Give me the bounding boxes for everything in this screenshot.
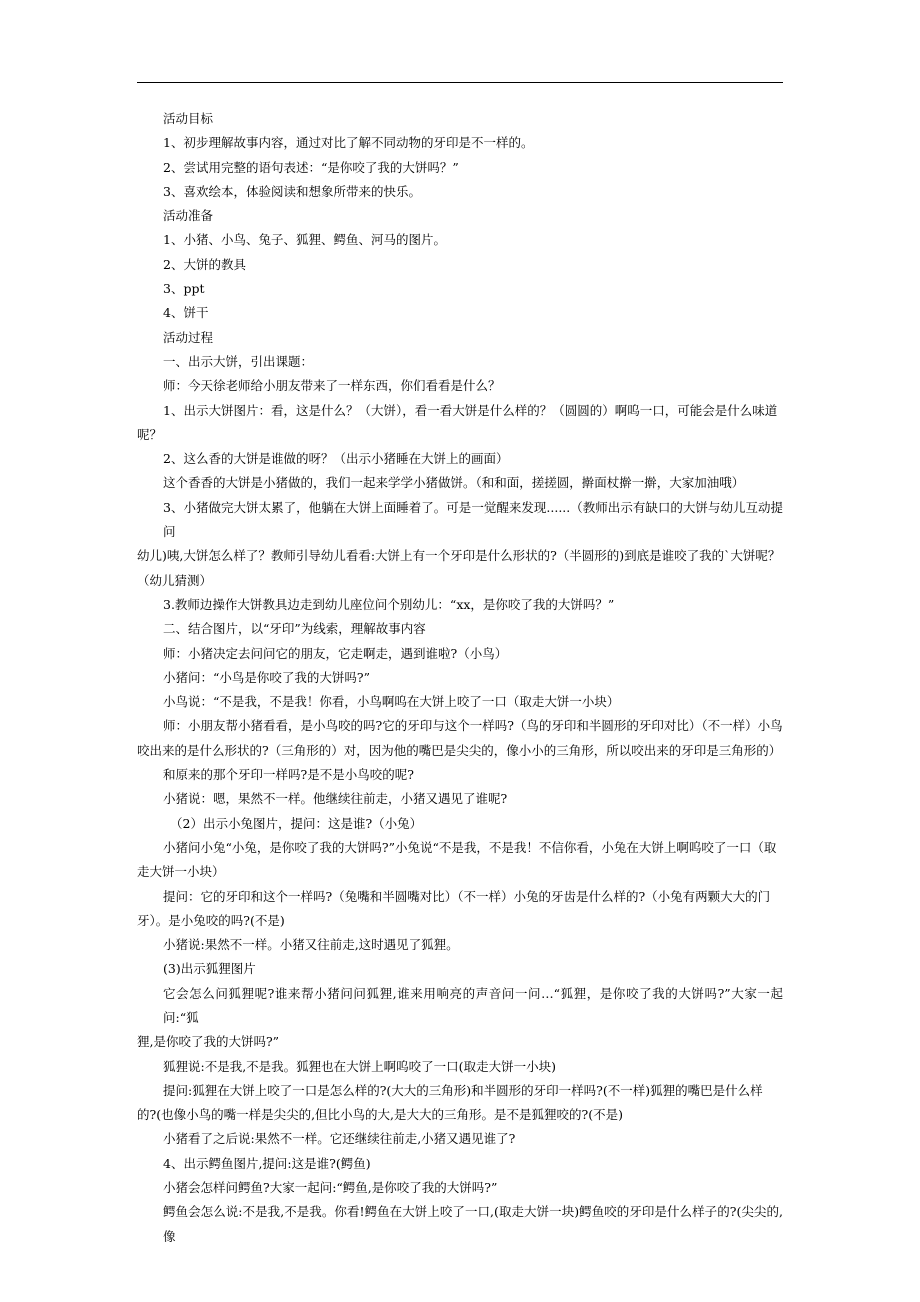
header-rule [137, 82, 783, 83]
text-line: 狸,是你咬了我的大饼吗?” [137, 1034, 280, 1050]
text-line: 二、结合图片，以“牙印”为线索，理解故事内容 [163, 621, 426, 637]
text-line: 师：今天徐老师给小朋友带来了一样东西，你们看看是什么？ [163, 378, 501, 394]
text-line: 活动准备 [163, 208, 214, 224]
text-line: 3、ppt [163, 281, 205, 297]
text-line: 小猪会怎样问鳄鱼?大家一起问:“鳄鱼,是你咬了我的大饼吗?” [163, 1180, 498, 1196]
text-line: 提问：它的牙印和这个一样吗?（兔嘴和半圆嘴对比）（不一样）小兔的牙齿是什么样的?（小兔有两颗大大的门 [163, 888, 771, 904]
text-line: 活动过程 [163, 329, 214, 345]
text-line: 小猪问小兔“小兔，是你咬了我的大饼吗?”小兔说“不是我，不是我！不信你看，小兔在大饼上啊呜咬了一口（取 [163, 839, 777, 855]
text-line: 小鸟说：“不是我，不是我！你看，小鸟啊呜在大饼上咬了一口（取走大饼一小块） [163, 694, 620, 710]
text-line: 牙）。是小兔咬的吗?(不是) [137, 912, 285, 928]
text-line: 幼儿)咦,大饼怎么样了？教师引导幼儿看看:大饼上有一个牙印是什么形状的?（半圆形的)到底是谁咬了我的`大饼呢？ [137, 548, 781, 564]
text-line: 师：小猪决定去问问它的朋友，它走啊走，遇到谁啦?（小鸟） [163, 645, 508, 661]
text-line: 走大饼一小块） [137, 864, 225, 880]
text-line: 师：小朋友帮小猪看看，是小鸟咬的吗?它的牙印与这个一样吗?（鸟的牙印和半圆形的牙印对比）（不一样）小鸟 [163, 718, 783, 734]
text-line: （2）出示小兔图片，提问：这是谁?（小兔） [170, 815, 423, 831]
text-line: 2、尝试用完整的语句表述：“是你咬了我的大饼吗？” [163, 159, 459, 175]
text-line: 小猪问：“小鸟是你咬了我的大饼吗?” [163, 669, 370, 685]
text-line: 2、大饼的教具 [163, 256, 246, 272]
text-line: 这个香香的大饼是小猪做的，我们一起来学学小猪做饼。（和和面，搓搓圆，擀面杖擀一擀，大家加油哦） [163, 475, 745, 491]
text-line: 活动目标 [163, 111, 214, 126]
text-line: 咬出来的是什么形状的?（三角形的）对，因为他的嘴巴是尖尖的，像小小的三角形，所以咬出来的牙印是三角形的） [137, 742, 782, 758]
text-line: 2、这么香的大饼是谁做的呀？（出示小猪睡在大饼上的画面） [163, 451, 509, 467]
text-line: 1、出示大饼图片：看，这是什么？（大饼），看一看大饼是什么样的？（圆圆的）啊呜一口，可能会是什么味道 [163, 402, 778, 418]
text-line: 它会怎么问狐狸呢?谁来帮小猪问问狐狸,谁来用响亮的声音问一问…“狐狸，是你咬了我的大饼吗?”大家一起问:“狐 [163, 985, 783, 1025]
text-line: 一、出示大饼，引出课题： [163, 353, 314, 369]
text-line: 4、出示鳄鱼图片,提问:这是谁?(鳄鱼) [163, 1155, 371, 1171]
text-line: 呢？ [137, 426, 163, 442]
text-line: 1、初步理解故事内容，通过对比了解不同动物的牙印是不一样的。 [163, 135, 534, 151]
text-line: 提问:狐狸在大饼上咬了一口是怎么样的?(大大的三角形)和半圆形的牙印一样吗?(不一样)狐狸的嘴巴是什么样 [163, 1082, 763, 1098]
text-line: 狐狸说:不是我,不是我。狐狸也在大饼上啊呜咬了一口(取走大饼一小块) [163, 1058, 556, 1074]
text-line: 3.教师边操作大饼教具边走到幼儿座位问个别幼儿：“xx，是你咬了我的大饼吗？” [163, 596, 615, 612]
text-line: 小猪看了之后说:果然不一样。它还继续往前走,小猪又遇见谁了? [163, 1131, 516, 1147]
text-line: 3、小猪做完大饼太累了，他躺在大饼上面睡着了。可是一觉醒来发现......（教师出示有缺口的大饼与幼儿互动提问 [163, 499, 783, 540]
text-line: 小猪说:果然不一样。小猪又往前走,这时遇见了狐狸。 [163, 937, 459, 953]
text-line: 鳄鱼会怎么说:不是我,不是我。你看!鳄鱼在大饼上咬了一口,(取走大饼一块)鳄鱼咬的牙印是什么样子的?(尖尖的,像 [163, 1204, 783, 1244]
text-line: 3、喜欢绘本，体验阅读和想象所带来的快乐。 [163, 183, 421, 199]
text-line: 4、饼干 [163, 305, 209, 321]
text-line: 的?(也像小鸟的嘴一样是尖尖的,但比小鸟的大,是大大的三角形。是不是狐狸咬的?(不是) [137, 1107, 623, 1123]
text-line: （幼儿猜测） [137, 572, 213, 588]
text-line: 1、小猪、小鸟、兔子、狐狸、鳄鱼、河马的图片。 [163, 232, 446, 248]
document-body [137, 107, 783, 1249]
text-line: (3)出示狐狸图片 [163, 961, 256, 977]
text-line: 和原来的那个牙印一样吗?是不是小鸟咬的呢? [163, 767, 414, 783]
text-line: 小猪说：嗯，果然不一样。他继续往前走，小猪又遇见了谁呢? [163, 791, 508, 807]
